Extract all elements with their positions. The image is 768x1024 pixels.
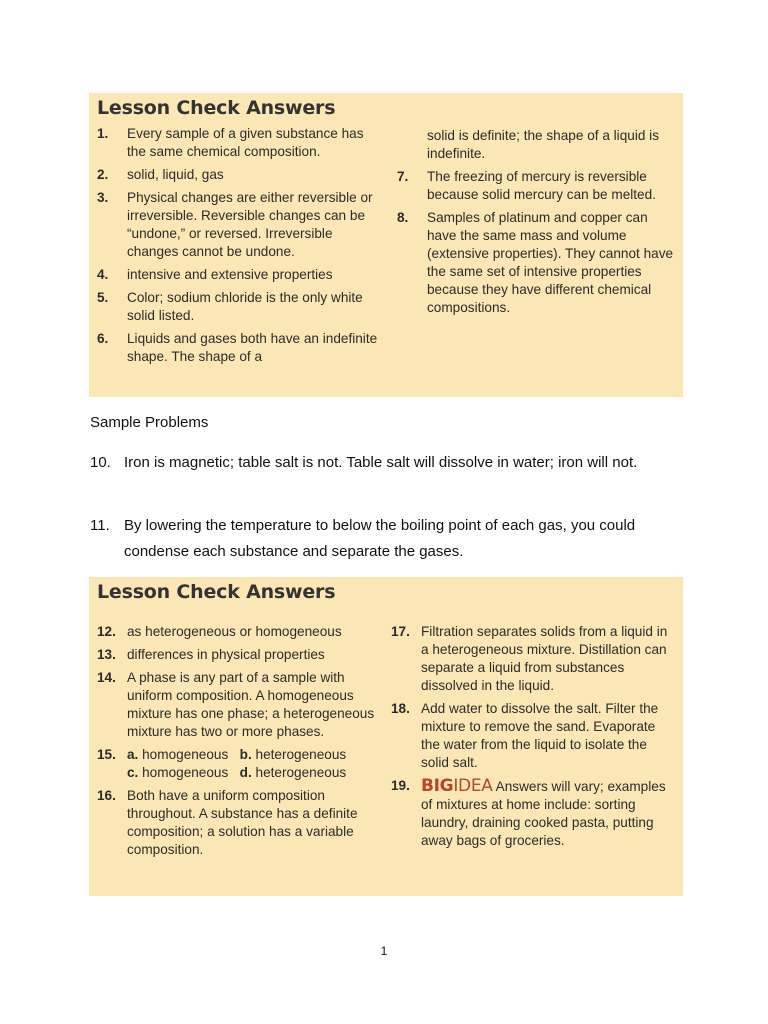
answer-part-b: b. heterogeneous	[239, 747, 347, 762]
answer-item: 1. Every sample of a given substance has the same chemical composition.	[97, 126, 364, 159]
lesson-check-box-2	[89, 577, 683, 896]
sample-problems-heading: Sample Problems	[90, 414, 209, 431]
box-title: Lesson Check Answers	[97, 581, 336, 603]
answer-item: 12. as heterogeneous or homogeneous	[97, 624, 342, 639]
lesson-check-box-1	[89, 93, 683, 397]
answer-item: 13. differences in physical properties	[97, 647, 325, 662]
answer-continuation: solid is definite; the shape of a liquid is indefinite.	[427, 128, 659, 161]
answer-item: 17. Filtration separates solids from a liquid in a heterogeneous mixture. Distillation can separate a liquid from substances dissolved in the liquid.	[391, 624, 668, 693]
left-column	[97, 623, 382, 864]
answer-item: 19. BIGIDEA Answers will vary; examples of mixtures at home include: sorting laundry, draining cooked pasta, putting away bags of groceries.	[391, 776, 666, 848]
sample-problem-item: 11. By lowering the temperature to below the boiling point of each gas, you could condense each substance and separate the gases.	[90, 517, 636, 560]
answer-item: 15. a. homogeneous b. heterogeneous c. homogeneous d. heterogeneous	[97, 747, 347, 780]
sample-problem-item: 10. Iron is magnetic; table salt is not. Table salt will dissolve in water; iron will not.	[90, 454, 638, 471]
answer-item: 2. solid, liquid, gas	[97, 167, 224, 182]
box-title: Lesson Check Answers	[97, 97, 336, 119]
answer-item: 6. Liquids and gases both have an indefinite shape. The shape of a	[97, 331, 378, 364]
answer-part-d: d. heterogeneous	[239, 765, 347, 780]
answer-item: 14. A phase is any part of a sample with uniform composition. A homogeneous mixture has one phase; a heterogeneous mixture has two or more phases.	[97, 670, 375, 739]
answer-item: 8. Samples of platinum and copper can have the same mass and volume (extensive properties). They cannot have the same set of intensive properties because they have different chemical compositions.	[397, 210, 674, 315]
right-column	[391, 623, 675, 855]
answer-item: 16. Both have a uniform composition throughout. A substance has a definite composition; a solution has a variable composition.	[97, 788, 358, 857]
page-number: 1	[380, 944, 388, 958]
answer-item: 7. The freezing of mercury is reversible because solid mercury can be melted.	[397, 169, 656, 202]
answer-item: 4. intensive and extensive properties	[97, 267, 333, 282]
answer-part-a: a. homogeneous	[127, 747, 229, 762]
right-column	[397, 127, 675, 322]
answer-part-c: c. homogeneous	[127, 765, 229, 780]
answer-item: 3. Physical changes are either reversible or irreversible. Reversible changes can be “undone,” or reversed. Irreversible changes cannot be undone.	[97, 190, 373, 259]
answer-item: 5. Color; sodium chloride is the only white solid listed.	[97, 290, 363, 323]
answer-item: 18. Add water to dissolve the salt. Filter the mixture to remove the sand. Evaporate the water from the liquid to isolate the solid salt.	[391, 701, 659, 770]
left-column	[97, 125, 382, 371]
big-idea-logo: BIGIDEA	[421, 776, 493, 796]
